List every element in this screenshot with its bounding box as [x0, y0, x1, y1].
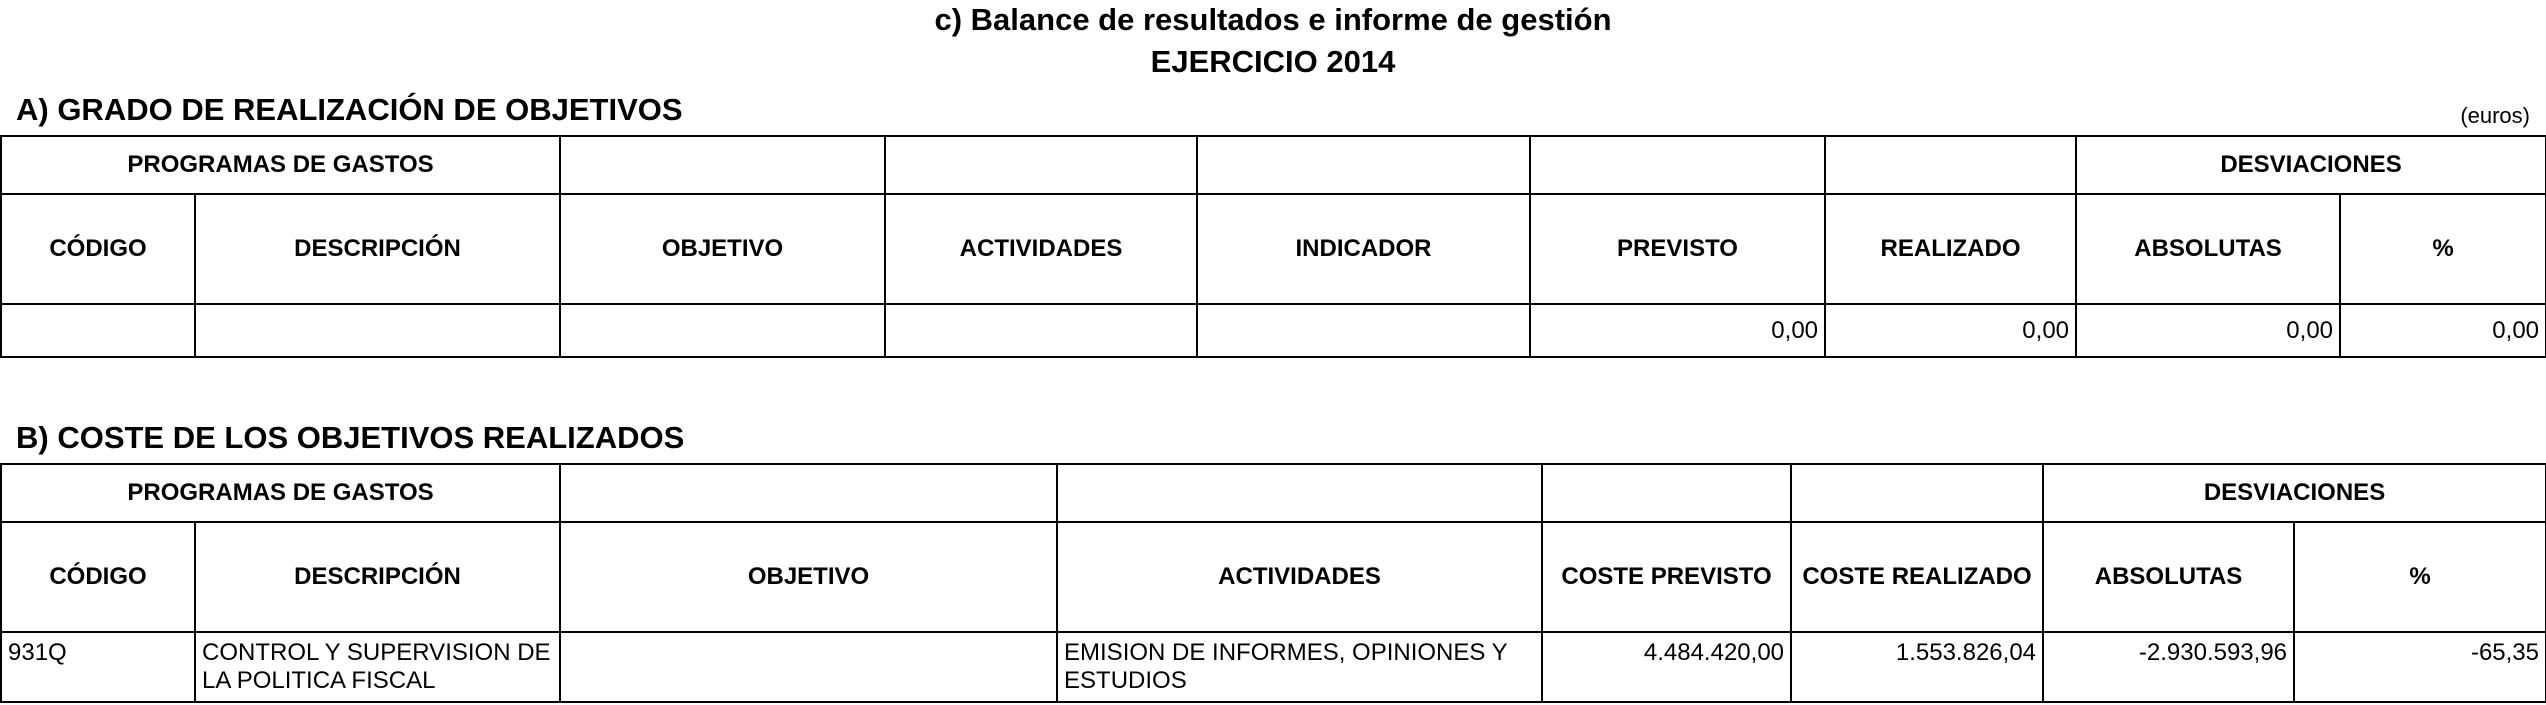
cell-realizado: 0,00: [1825, 304, 2076, 357]
group-header-row: [1, 464, 2546, 522]
col-header-percent: %: [2340, 194, 2546, 304]
col-header-coste-previsto: COSTE PREVISTO: [1542, 522, 1791, 632]
empty-header-cell: [560, 136, 885, 194]
cell-percent: -65,35: [2294, 632, 2546, 702]
document-title: c) Balance de resultados e informe de gestión: [934, 2, 1612, 37]
col-header-codigo: CÓDIGO: [1, 522, 195, 632]
empty-header-cell: [1530, 136, 1825, 194]
empty-header-cell: [1542, 464, 1791, 522]
col-header-percent: %: [2294, 522, 2546, 632]
cell-actividades: EMISION DE INFORMES, OPINIONES Y ESTUDIOS: [1057, 632, 1542, 702]
cell-descripcion: CONTROL Y SUPERVISION DE LA POLITICA FISCAL: [195, 632, 560, 702]
col-header-actividades: ACTIVIDADES: [885, 194, 1197, 304]
cell-indicador: [1197, 304, 1530, 357]
units-label: (euros): [2460, 103, 2530, 128]
cell-codigo: [1, 304, 195, 357]
col-header-objetivo: OBJETIVO: [560, 522, 1057, 632]
document-subtitle: EJERCICIO 2014: [1150, 44, 1396, 79]
table-row: [1, 304, 2546, 357]
column-header-row: [1, 522, 2546, 632]
col-header-indicador: INDICADOR: [1197, 194, 1530, 304]
cell-previsto: 0,00: [1530, 304, 1825, 357]
col-header-descripcion: DESCRIPCIÓN: [195, 522, 560, 632]
empty-header-cell: [1197, 136, 1530, 194]
empty-header-cell: [885, 136, 1197, 194]
cell-absolutas: 0,00: [2076, 304, 2340, 357]
empty-header-cell: [1057, 464, 1542, 522]
cell-objetivo: [560, 632, 1057, 702]
col-header-previsto: PREVISTO: [1530, 194, 1825, 304]
column-header-row: [1, 194, 2546, 304]
empty-header-cell: [1791, 464, 2043, 522]
section-a-heading: A) GRADO DE REALIZACIÓN DE OBJETIVOS: [16, 92, 683, 127]
col-header-absolutas: ABSOLUTAS: [2043, 522, 2294, 632]
group-desviaciones: DESVIACIONES: [2076, 136, 2546, 194]
cell-descripcion: [195, 304, 560, 357]
col-header-absolutas: ABSOLUTAS: [2076, 194, 2340, 304]
costs-table: [0, 463, 2546, 703]
section-b-heading: B) COSTE DE LOS OBJETIVOS REALIZADOS: [16, 420, 685, 455]
col-header-actividades: ACTIVIDADES: [1057, 522, 1542, 632]
col-header-realizado: REALIZADO: [1825, 194, 2076, 304]
group-programas-gastos: PROGRAMAS DE GASTOS: [1, 464, 560, 522]
col-header-codigo: CÓDIGO: [1, 194, 195, 304]
cell-coste-realizado: 1.553.826,04: [1791, 632, 2043, 702]
group-programas-gastos: PROGRAMAS DE GASTOS: [1, 136, 560, 194]
col-header-descripcion: DESCRIPCIÓN: [195, 194, 560, 304]
table-row: [1, 632, 2546, 702]
cell-percent: 0,00: [2340, 304, 2546, 357]
cell-coste-previsto: 4.484.420,00: [1542, 632, 1791, 702]
empty-header-cell: [560, 464, 1057, 522]
group-header-row: [1, 136, 2546, 194]
cell-absolutas: -2.930.593,96: [2043, 632, 2294, 702]
empty-header-cell: [1825, 136, 2076, 194]
cell-codigo: 931Q: [1, 632, 195, 702]
col-header-coste-realizado: COSTE REALIZADO: [1791, 522, 2043, 632]
group-desviaciones: DESVIACIONES: [2043, 464, 2546, 522]
cell-objetivo: [560, 304, 885, 357]
col-header-objetivo: OBJETIVO: [560, 194, 885, 304]
cell-actividades: [885, 304, 1197, 357]
objectives-table: [0, 135, 2546, 358]
